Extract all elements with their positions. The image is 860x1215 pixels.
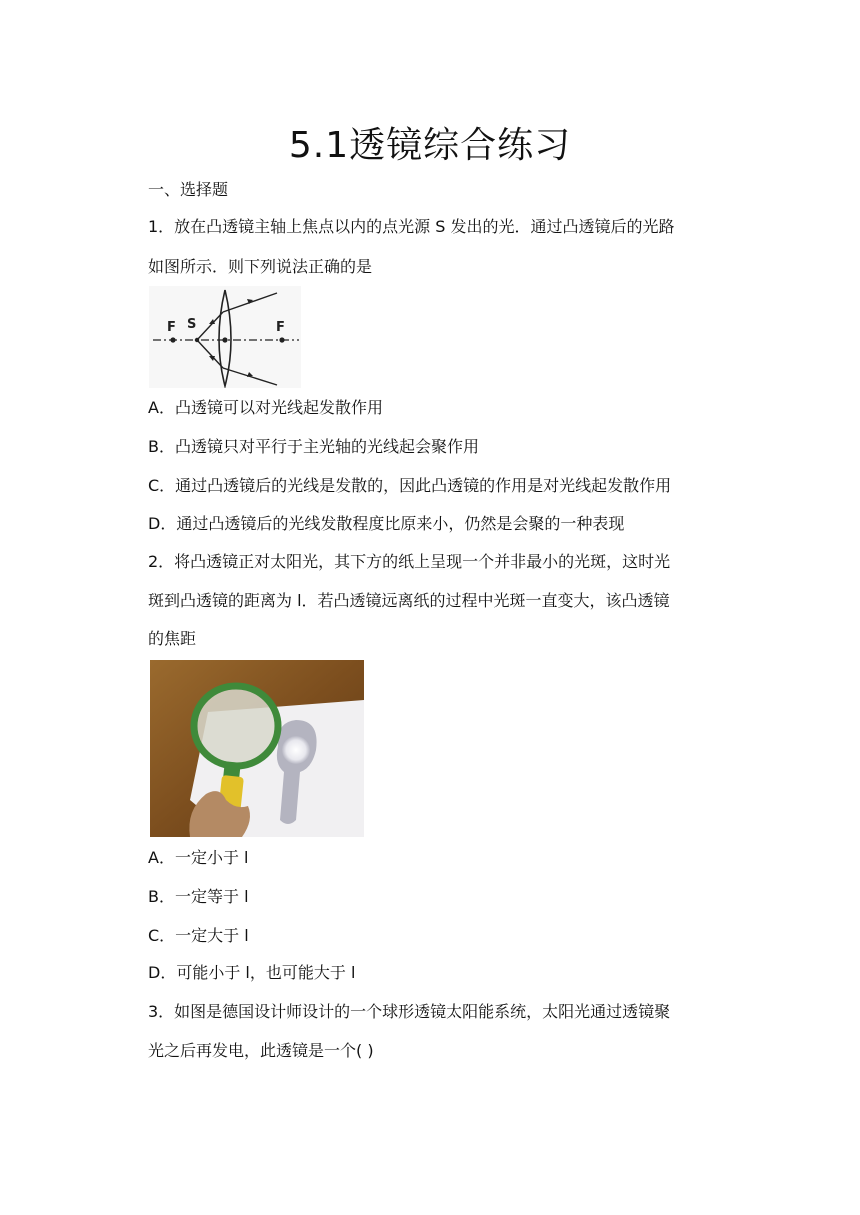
- focus-point-right: [279, 337, 284, 342]
- question-2-stem-line-2: 斑到凸透镜的距离为 l．若凸透镜远离纸的过程中光斑一直变大，该凸透镜: [148, 591, 670, 610]
- question-3-stem-line-2: 光之后再发电，此透镜是一个( ): [148, 1041, 374, 1060]
- lens-center-point: [222, 337, 227, 342]
- question-2-option-d: D．可能小于 l，也可能大于 l: [148, 963, 356, 982]
- focus-label-right: F: [276, 320, 285, 335]
- light-spot: [282, 736, 310, 764]
- question-2-stem-line-3: 的焦距: [148, 629, 197, 648]
- question-1-option-d: D．通过凸透镜后的光线发散程度比原来小，仍然是会聚的一种表现: [148, 514, 625, 533]
- focus-point-left: [170, 337, 175, 342]
- question-1-option-b: B．凸透镜只对平行于主光轴的光线起会聚作用: [148, 437, 479, 456]
- page-title: 5.1透镜综合练习: [288, 125, 572, 166]
- question-3-stem-line-1: 3．如图是德国设计师设计的一个球形透镜太阳能系统，太阳光通过透镜聚: [148, 1002, 671, 1021]
- section-heading: 一、选择题: [148, 180, 229, 199]
- question-1-stem-line-1: 1．放在凸透镜主轴上焦点以内的点光源 S 发出的光．通过凸透镜后的光路: [148, 217, 675, 236]
- magnifier-photo: [150, 660, 364, 837]
- question-1-option-a: A．凸透镜可以对光线起发散作用: [148, 398, 383, 417]
- question-2-option-a: A．一定小于 l: [148, 848, 249, 867]
- arrow-head-lower-out: [247, 372, 253, 377]
- lens-ray-diagram: [149, 286, 301, 388]
- source-label: S: [187, 317, 197, 332]
- question-2-stem-line-1: 2．将凸透镜正对太阳光，其下方的纸上呈现一个并非最小的光斑，这时光: [148, 552, 671, 571]
- question-1-stem-line-2: 如图所示．则下列说法正确的是: [148, 257, 373, 276]
- question-1-option-c: C．通过凸透镜后的光线是发散的，因此凸透镜的作用是对光线起发散作用: [148, 476, 672, 495]
- question-2-option-c: C．一定大于 l: [148, 926, 249, 945]
- question-2-option-b: B．一定等于 l: [148, 887, 249, 906]
- focus-label-left: F: [167, 320, 176, 335]
